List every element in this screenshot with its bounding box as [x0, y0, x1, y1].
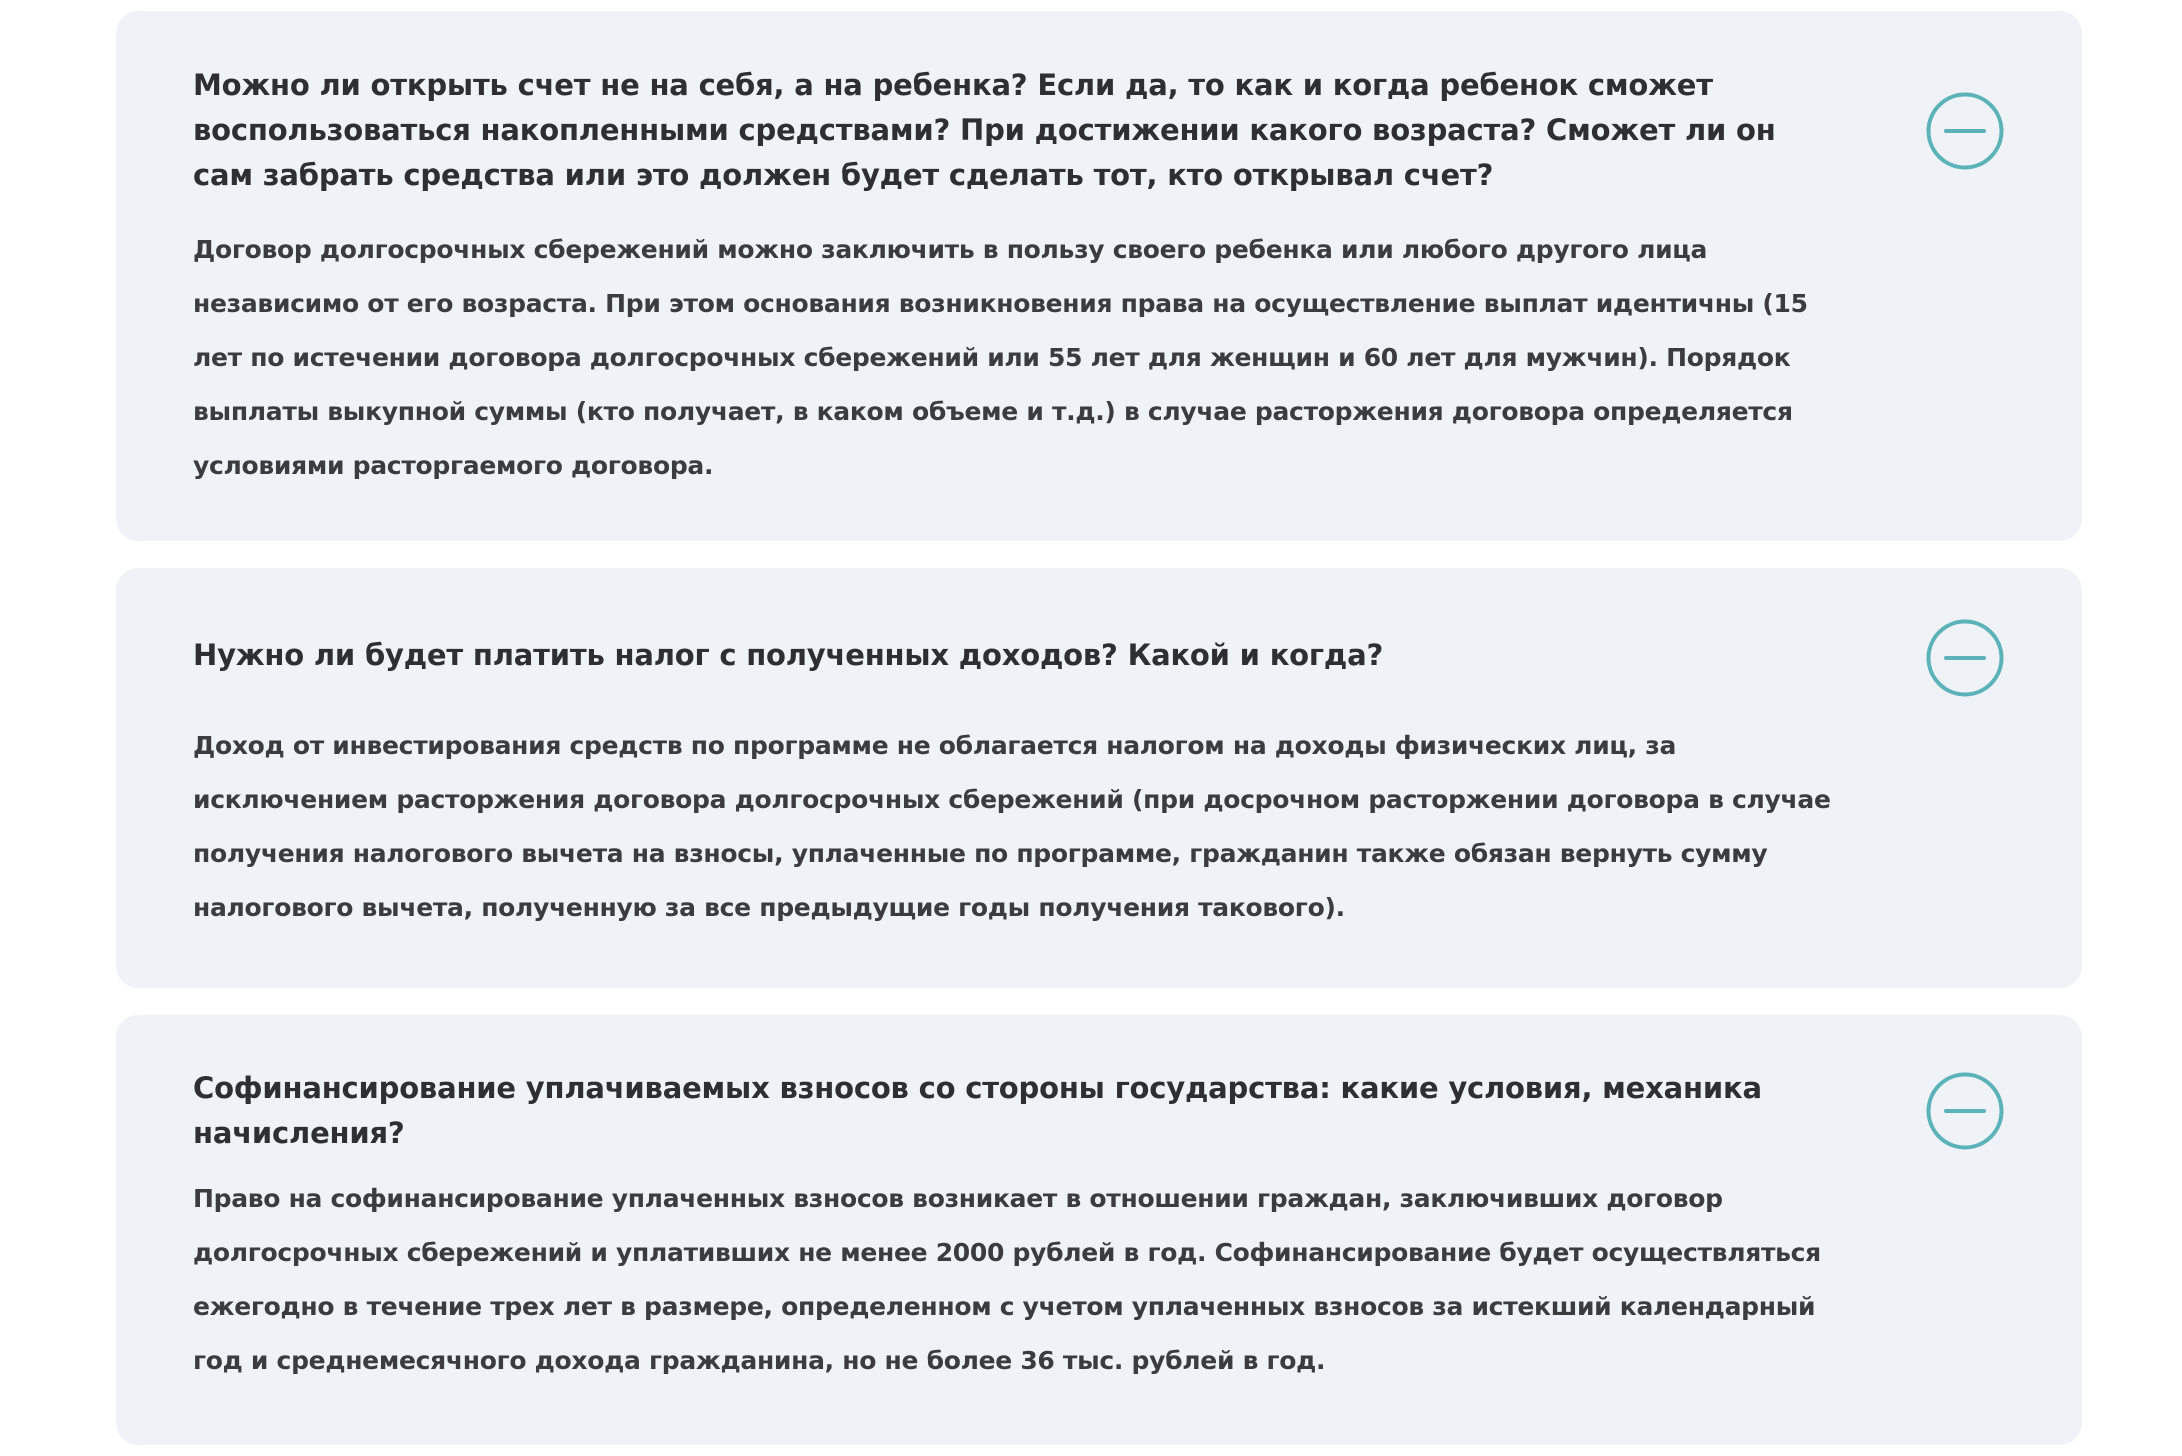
faq-item-cofinancing — [116, 1015, 2082, 1445]
faq-item-tax — [116, 568, 2082, 988]
minus-circle-icon — [1926, 619, 2004, 697]
faq-question[interactable]: Софинансирование уплачиваемых взносов со стороны государства: какие условия, механика начисления? — [193, 1071, 1762, 1150]
faq-question[interactable]: Можно ли открыть счет не на себя, а на ребенка? Если да, то как и когда ребенок сможет воспользоваться накопленными средствами? При достижении какого возраста? Сможет ли он сам забрать средства или это должен будет сделать тот, кто открывал счет? — [193, 68, 1776, 192]
minus-circle-icon — [1926, 1072, 2004, 1150]
minus-circle-icon — [1926, 92, 2004, 170]
faq-answer: Доход от инвестирования средств по программе не облагается налогом на доходы физических лиц, за исключением расторжения договора долгосрочных сбережений (при досрочном расторжении договора в случае получения налогового вычета на взносы, уплаченные по программе, гражданин также обязан вернуть сумму налогового вычета, полученную за все предыдущие годы получения такового). — [193, 731, 1831, 922]
faq-answer: Договор долгосрочных сбережений можно заключить в пользу своего ребенка или любого другого лица независимо от его возраста. При этом основания возникновения права на осуществление выплат идентичны (15 лет по истечении договора долгосрочных сбережений или 55 лет для женщин и 60 лет для мужчин). Порядок выплаты выкупной суммы (кто получает, в каком объеме и т.д.) в случае расторжения договора определяется условиями расторгаемого договора. — [193, 235, 1808, 480]
collapse-button[interactable] — [1926, 619, 2004, 697]
faq-answer: Право на софинансирование уплаченных взносов возникает в отношении граждан, заключивших договор долгосрочных сбережений и уплативших не менее 2000 рублей в год. Софинансирование будет осуществляться ежегодно в течение трех лет в размере, определенном с учетом уплаченных взносов за истекший календарный год и среднемесячного дохода гражданина, но не более 36 тыс. рублей в год. — [193, 1184, 1821, 1375]
collapse-button[interactable] — [1926, 92, 2004, 170]
collapse-button[interactable] — [1926, 1072, 2004, 1150]
faq-item-child-account — [116, 11, 2082, 541]
faq-question[interactable]: Нужно ли будет платить налог с полученных доходов? Какой и когда? — [193, 638, 1384, 672]
